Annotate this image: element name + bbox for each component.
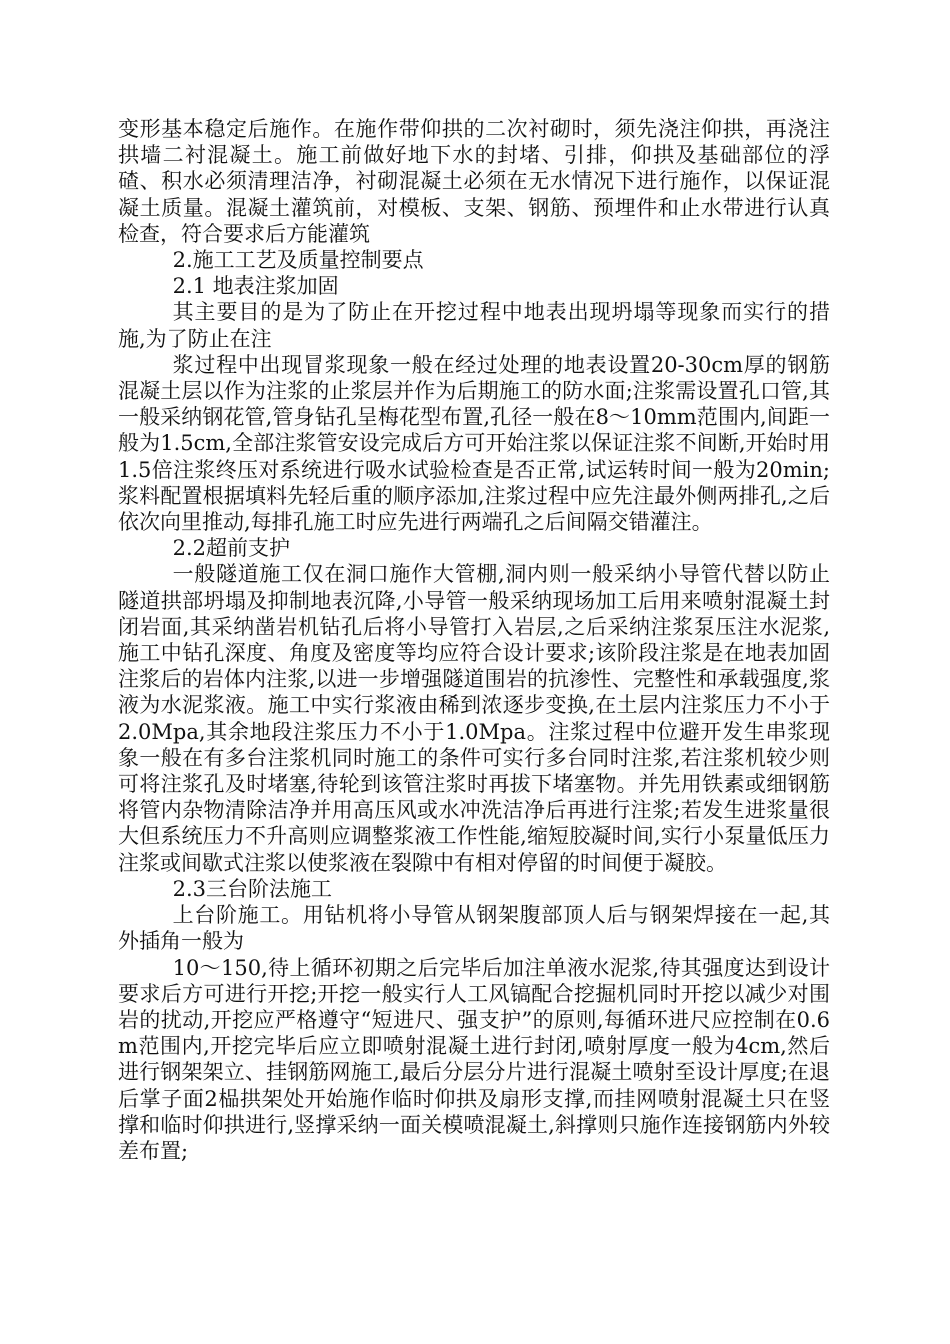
section-heading-2-3: 2.3三台阶法施工 [172,876,332,901]
paragraph-2-1-details: 浆过程中出现冒浆现象一般在经过处理的地表设置20-30cm厚的钢筋混凝土层以作为注浆的止浆层并作为后期施工的防水面;注浆需设置孔口管,其一般采纳钢花管,管身钻孔呈梅花型布置,孔径一般在8～10mm范围内,间距一般为1.5cm,全部注浆管安设完成后方可开始注浆以保证注浆不间断,开始时用1.5倍注浆终压对系统进行吸水试验检查是否正常,试运转时间一般为20min;浆料配置根据填料先轻后重的顺序添加,注浆过程中应先注最外侧两排孔,之后依次向里推动,每排孔施工时应先进行两端孔之后间隔交错灌注。 [118,352,830,535]
document-page [118,116,830,1164]
paragraph-intro: 变形基本稳定后施作。在施作带仰拱的二次衬砌时，须先浇注仰拱，再浇注拱墙二衬混凝土。施工前做好地下水的封堵、引排，仰拱及基础部位的浮碴、积水必须清理洁净，衬砌混凝土必须在无水情况下进行施作，以保证混凝土质量。混凝土灌筑前，对模板、支架、钢筋、预埋件和止水带进行认真检查，符合要求后方能灌筑 [118,117,830,246]
section-heading-2-2: 2.2超前支护 [172,536,290,561]
paragraph-2-1-purpose: 其主要目的是为了防止在开挖过程中地表出现坍塌等现象而实行的措施,为了防止在注 [118,300,830,351]
section-heading-2: 2.施工工艺及质量控制要点 [172,248,424,273]
paragraph-2-2-details: 一般隧道施工仅在洞口施作大管棚,洞内则一般采纳小导管代替以防止隧道拱部坍塌及抑制地表沉降,小导管一般采纳现场加工后用来喷射混凝土封闭岩面,其采纳凿岩机钻孔后将小导管打入岩层,之后采纳注浆泵压注水泥浆,施工中钻孔深度、角度及密度等均应符合设计要求;该阶段注浆是在地表加固注浆后的岩体内注浆,以进一步增强隧道围岩的抗渗性、完整性和承载强度,浆液为水泥浆液。施工中实行浆液由稀到浓逐步变换,在土层内注浆压力不小于2.0Mpa,其余地段注浆压力不小于1.0Mpa。注浆过程中位避开发生串浆现象一般在有多台注浆机同时施工的条件可实行多台同时注浆,若注浆机较少则可将注浆孔及时堵塞,待轮到该管注浆时再拔下堵塞物。并先用铁素或细钢筋将管内杂物清除洁净并用高压风或水冲洗洁净后再进行注浆;若发生进浆量很大但系统压力不升高则应调整浆液工作性能,缩短胶凝时间,实行小泵量低压力注浆或间歇式注浆以使浆液在裂隙中有相对停留的时间便于凝胶。 [118,562,830,875]
section-heading-2-1: 2.1 地表注浆加固 [172,274,339,299]
paragraph-2-3-details: 10～150,待上循环初期之后完毕后加注单液水泥浆,待其强度达到设计要求后方可进行开挖;开挖一般实行人工风镐配合挖掘机同时开挖以减少对围岩的扰动,开挖应严格遵守“短进尺、强支护”的原则,每循环进尺应控制在0.6m范围内,开挖完毕后应立即喷射混凝土进行封闭,喷射厚度一般为4cm,然后进行钢架架立、挂钢筋网施工,最后分层分片进行混凝土喷射至设计厚度;在退后掌子面2榀拱架处开始施作临时仰拱及扇形支撑,而挂网喷射混凝土只在竖撑和临时仰拱进行,竖撑采纳一面关模喷混凝土,斜撑则只施作连接钢筋内外较差布置; [118,955,830,1163]
paragraph-2-3-intro: 上台阶施工。用钻机将小导管从钢架腹部顶人后与钢架焊接在一起,其外插角一般为 [118,903,830,954]
